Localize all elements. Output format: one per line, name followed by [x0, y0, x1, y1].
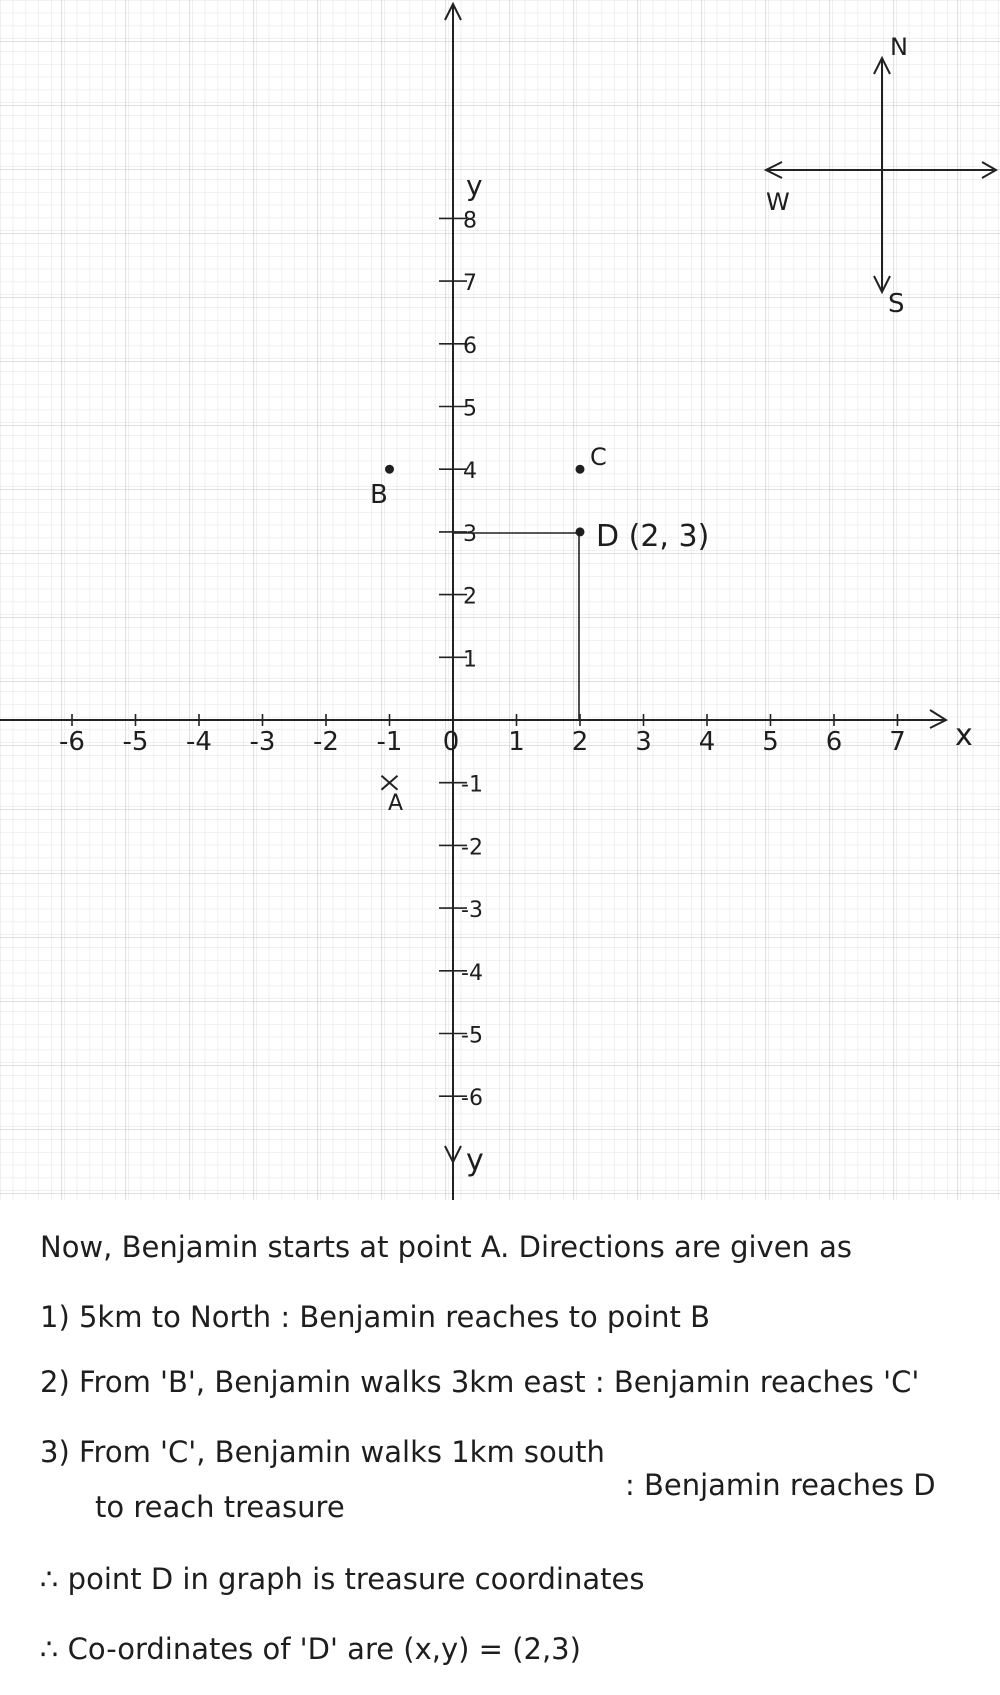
y-tick-label: 4 — [463, 459, 477, 485]
x-tick-label: -3 — [249, 727, 276, 757]
y-tick-label: 6 — [463, 333, 477, 359]
x-tick-label: 2 — [571, 727, 589, 757]
note-step-3-result: : Benjamin reaches D — [625, 1468, 936, 1502]
point-label-c: C — [590, 443, 607, 471]
y-tick-label: -4 — [461, 960, 483, 986]
y-tick-label: -5 — [461, 1023, 483, 1049]
point-label-a: A — [388, 791, 404, 816]
note-step-3-cont: to reach treasure — [95, 1490, 345, 1524]
compass-north-label: N — [890, 33, 908, 61]
x-tick-label: -6 — [59, 727, 85, 757]
note-conclusion-1: ∴ point D in graph is treasure coordinates — [40, 1562, 645, 1596]
x-tick-label: -2 — [313, 727, 339, 757]
y-axis-label-bottom: y — [466, 1143, 484, 1178]
y-tick-label: 2 — [463, 584, 477, 610]
y-tick-label: 7 — [463, 271, 477, 297]
y-axis-label-top: y — [466, 169, 483, 202]
x-tick-label: 0 — [442, 727, 460, 757]
point-c-marker — [576, 465, 585, 474]
y-tick-label: -6 — [461, 1086, 483, 1112]
y-tick-label: 1 — [463, 647, 477, 673]
note-conclusion-2: ∴ Co-ordinates of 'D' are (x,y) = (2,3) — [40, 1632, 581, 1666]
y-tick-label: -3 — [461, 898, 483, 924]
x-tick-label: 3 — [635, 727, 652, 757]
x-tick-label: -4 — [186, 727, 212, 757]
note-line-intro: Now, Benjamin starts at point A. Directions are given as — [40, 1230, 853, 1264]
note-step-1: 1) 5km to North : Benjamin reaches to point B — [40, 1300, 710, 1334]
point-d-marker — [576, 527, 585, 536]
x-tick-label: -1 — [376, 727, 403, 757]
x-tick-label: 7 — [889, 727, 906, 757]
point-label-b: B — [370, 480, 388, 510]
x-tick-label: 5 — [762, 727, 779, 757]
y-tick-label: 5 — [463, 396, 477, 422]
x-tick-label: -5 — [122, 727, 149, 757]
y-tick-label: 8 — [463, 208, 477, 234]
point-b-marker — [385, 465, 394, 474]
y-tick-label: -2 — [461, 835, 483, 861]
point-label-d: D (2, 3) — [596, 519, 710, 554]
compass-south-label: S — [888, 289, 905, 319]
note-step-3: 3) From 'C', Benjamin walks 1km south — [40, 1435, 605, 1469]
solution-notes — [0, 1210, 1000, 1695]
compass-west-label: W — [766, 188, 790, 216]
y-tick-label: -1 — [461, 772, 483, 798]
x-tick-label: 6 — [825, 727, 843, 757]
x-tick-label: 1 — [508, 727, 525, 757]
y-tick-label: 3 — [463, 521, 477, 547]
x-axis-label: x — [955, 718, 973, 753]
x-tick-label: 4 — [698, 727, 716, 757]
note-step-2: 2) From 'B', Benjamin walks 3km east : Benjamin reaches 'C' — [40, 1365, 920, 1399]
